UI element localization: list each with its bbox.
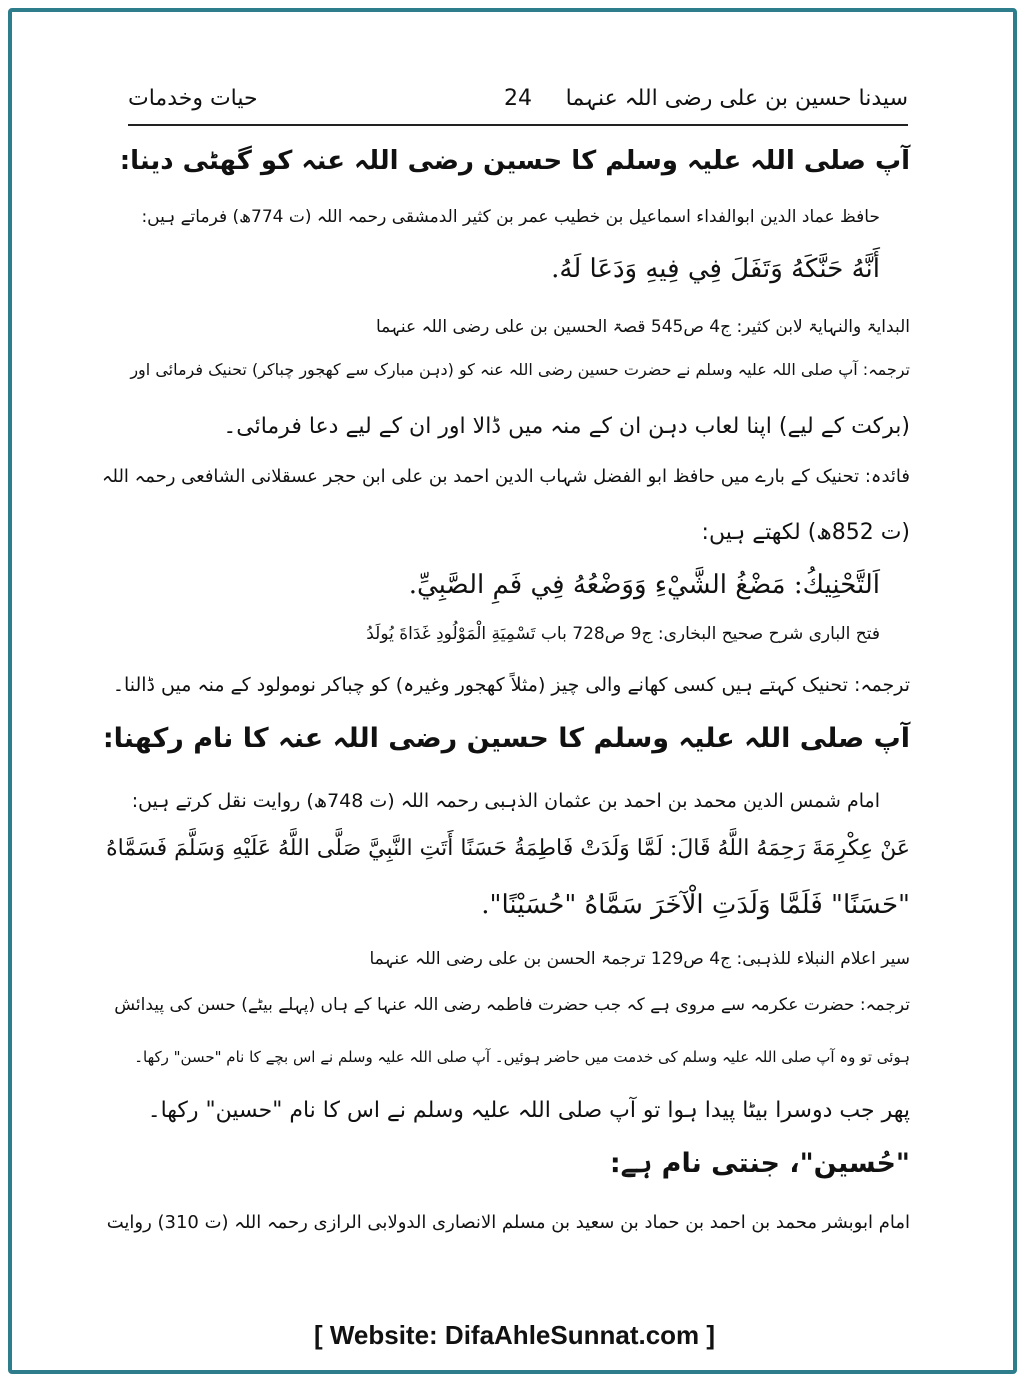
translation-3-line-3: پھر جب دوسرا بیٹا پیدا ہوا تو آپ صلی اللہ علیہ وسلم نے اس کا نام "حسین" رکھا۔ bbox=[147, 1098, 910, 1123]
book-title: سیدنا حسین بن علی رضی اللہ عنہما bbox=[565, 86, 908, 111]
running-header bbox=[128, 86, 908, 126]
section-title: حیات وخدمات bbox=[128, 86, 258, 111]
reference-3: سیر اعلام النبلاء للذہبی: ج4 ص129 ترجمۃ الحسن بن علی رضی اللہ عنہما bbox=[369, 949, 910, 969]
reference-1: البدایۃ والنہایۃ لابن کثیر: ج4 ص545 قصۃ الحسین بن علی رضی اللہ عنہما bbox=[375, 317, 910, 337]
arabic-quote-3-line-2: "حَسَنًا" فَلَمَّا وَلَدَتِ الْآخَرَ سَمَّاهُ "حُسَيْنًا". bbox=[481, 890, 910, 920]
paragraph-dhahabi: امام شمس الدین محمد بن احمد بن عثمان الذہبی رحمہ اللہ (ت 748ھ) روایت نقل کرتے ہیں: bbox=[131, 790, 880, 812]
translation-2: ترجمہ: تحنیک کہتے ہیں کسی کھانے والی چیز (مثلاً کھجور وغیرہ) کو چباکر نومولود کے منہ میں ڈالنا۔ bbox=[112, 674, 910, 696]
paragraph-ibn-kathir: حافظ عماد الدین ابوالفداء اسماعیل بن خطیب عمر بن کثیر الدمشقی رحمہ اللہ (ت 774ھ) فرماتے ہیں: bbox=[141, 207, 880, 227]
arabic-quote-1: أَنَّهُ حَنَّكَهُ وَتَفَلَ فِي فِيهِ وَدَعَا لَهُ. bbox=[551, 254, 880, 284]
heading-naming: آپ صلی اللہ علیہ وسلم کا حسین رضی اللہ عنہ کا نام رکھنا: bbox=[102, 723, 910, 754]
reference-2: فتح الباری شرح صحیح البخاری: ج9 ص728 باب تَسْمِيَةِ الْمَوْلُودِ غَدَاةَ يُولَدُ bbox=[366, 624, 880, 644]
header-divider bbox=[128, 124, 908, 126]
heading-tahnik: آپ صلی اللہ علیہ وسلم کا حسین رضی اللہ عنہ کو گھٹی دینا: bbox=[119, 146, 910, 176]
heading-jannati-name: "حُسین"، جنتی نام ہے: bbox=[609, 1148, 910, 1179]
arabic-quote-2: اَلتَّحْنِيكُ: مَضْغُ الشَّيْءِ وَوَضْعُهُ فِي فَمِ الصَّبِيِّ. bbox=[408, 570, 880, 600]
translation-3-line-1: ترجمہ: حضرت عکرمہ سے مروی ہے کہ جب حضرت فاطمہ رضی اللہ عنہا کے ہاں (پہلے بیٹے) حسن کی پیدائش bbox=[114, 995, 910, 1015]
faida-line-1: فائدہ: تحنیک کے بارے میں حافظ ابو الفضل شہاب الدین احمد بن علی ابن حجر عسقلانی الشافعی رحمہ اللہ bbox=[101, 466, 910, 487]
arabic-quote-3-line-1: عَنْ عِكْرِمَةَ رَحِمَهُ اللَّهُ قَالَ: لَمَّا وَلَدَتْ فَاطِمَةُ حَسَنًا أَتَتِ النَّبِيَّ صَلَّى اللَّهُ عَلَيْهِ وَسَلَّمَ فَسَمَّاهُ bbox=[106, 836, 910, 861]
paragraph-dulabi: امام ابوبشر محمد بن احمد بن حماد بن سعید بن مسلم الانصاری الدولابی الرازی رحمہ اللہ (ت 310) روایت bbox=[106, 1212, 910, 1233]
translation-3-line-2: ہوئی تو وہ آپ صلی اللہ علیہ وسلم کی خدمت میں حاضر ہوئیں۔ آپ صلی اللہ علیہ وسلم نے اس بچے کا نام "حسن" رکھا۔ bbox=[134, 1048, 910, 1066]
website-footer: [ Website: DifaAhleSunnat.com ] bbox=[313, 1320, 716, 1350]
page-number: 24 bbox=[504, 86, 532, 111]
translation-1-line-2: (برکت کے لیے) اپنا لعاب دہن ان کے منہ میں ڈالا اور ان کے لیے دعا فرمائی۔ bbox=[223, 414, 910, 439]
faida-line-2: (ت 852ھ) لکھتے ہیں: bbox=[701, 520, 910, 545]
translation-1-line-1: ترجمہ: آپ صلی اللہ علیہ وسلم نے حضرت حسین رضی اللہ عنہ کو (دہن مبارک سے کھجور چباکر) تحنیک فرمائی اور bbox=[130, 360, 910, 379]
